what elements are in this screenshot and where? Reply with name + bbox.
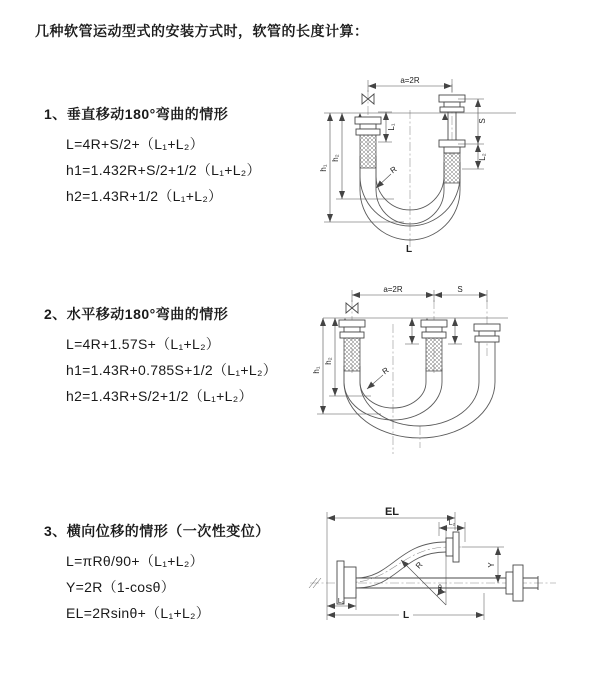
dim-label-radius: R	[380, 365, 391, 377]
flange-fitting	[439, 140, 465, 147]
flange-fitting	[479, 331, 495, 336]
hose-outline	[344, 342, 495, 438]
section-1-heading: 1、垂直移动180°弯曲的情形	[44, 106, 229, 122]
flange-fitting	[421, 320, 447, 327]
angle-arc	[437, 592, 446, 596]
formula-line: Y=2R（1-cosθ）	[66, 579, 176, 595]
up-arrow-icon	[442, 113, 448, 120]
formula-line: L=4R+1.57S+（L₁+L₂）	[66, 336, 221, 352]
dim-label-l1: L₁	[387, 123, 396, 131]
flange-fitting	[513, 565, 523, 601]
formula-line: L=πRθ/90+（L₁+L₂）	[66, 553, 204, 569]
dim-label-length: L	[405, 244, 413, 255]
formula-line: h1=1.432R+S/2+1/2（L₁+L₂）	[66, 162, 261, 178]
flange-fitting	[344, 567, 356, 598]
section-3	[44, 521, 270, 626]
flange-fitting	[453, 532, 459, 562]
dim-label-h1: h₁	[312, 366, 321, 374]
flange-fitting	[444, 147, 460, 153]
dim-label-theta: θ	[438, 585, 442, 592]
dim-label-el: EL	[384, 506, 400, 518]
extension-line	[352, 290, 487, 302]
flange-fitting	[360, 124, 376, 129]
flange-fitting	[474, 324, 500, 331]
dim-label-span: a=2R	[383, 285, 403, 294]
page-title: 几种软管运动型式的安装方式时，软管的长度计算：	[35, 23, 369, 39]
diagram-lateral-displacement	[300, 498, 598, 666]
flange-fitting	[446, 538, 453, 556]
hose-outline	[360, 342, 479, 426]
dim-label-l2: L₂	[448, 520, 456, 527]
dim-label-radius: R	[413, 560, 425, 571]
section-3-heading: 3、横向位移的情形（一次性变位）	[44, 523, 270, 539]
dim-label-h1: h₁	[319, 164, 328, 172]
flange-fitting	[506, 572, 513, 594]
flange-fitting	[344, 327, 360, 332]
braid-section	[344, 338, 360, 371]
hose-outline	[356, 552, 446, 588]
dim-label-s: S	[457, 285, 463, 294]
braid-section	[444, 153, 460, 183]
flange-fitting	[339, 320, 365, 327]
section-2-heading: 2、水平移动180°弯曲的情形	[44, 306, 229, 322]
dim-label-h2: h₂	[331, 154, 340, 162]
radius-leader	[367, 375, 383, 389]
flange-fitting	[475, 336, 499, 342]
dim-label-y: Y	[487, 562, 496, 568]
flange-fitting	[422, 332, 446, 338]
diagram-horizontal-180-bend	[293, 278, 593, 474]
formula-line: L=4R+S/2+（L₁+L₂）	[66, 136, 204, 152]
dim-label-l1: L₁	[337, 598, 345, 605]
formula-line: h1=1.43R+0.785S+1/2（L₁+L₂）	[66, 362, 277, 378]
dim-label-s: S	[478, 118, 487, 124]
dim-label-l2: L₂	[478, 153, 487, 161]
flange-fitting	[355, 117, 381, 124]
diagram-vertical-180-bend	[298, 66, 593, 264]
flange-fitting	[444, 102, 460, 107]
flange-fitting	[439, 95, 465, 102]
dim-label-h2: h₂	[324, 357, 333, 365]
dim-label-radius: R	[388, 164, 399, 176]
flange-fitting	[340, 332, 364, 338]
flange-fitting	[356, 129, 380, 135]
formula-line: h2=1.43R+1/2（L₁+L₂）	[66, 188, 223, 204]
dim-label-length: L	[402, 610, 410, 621]
extension-line	[327, 512, 455, 620]
dim-label-span: a=2R	[400, 76, 420, 85]
radius-leader	[376, 174, 391, 188]
braid-section	[360, 135, 376, 168]
braid-section	[426, 338, 442, 371]
section-2	[44, 304, 277, 409]
formula-line: h2=1.43R+S/2+1/2（L₁+L₂）	[66, 388, 253, 404]
flange-fitting	[426, 327, 442, 332]
flange-fitting	[440, 107, 464, 112]
formula-line: EL=2Rsinθ+（L₁+L₂）	[66, 605, 211, 621]
section-1	[44, 104, 261, 209]
